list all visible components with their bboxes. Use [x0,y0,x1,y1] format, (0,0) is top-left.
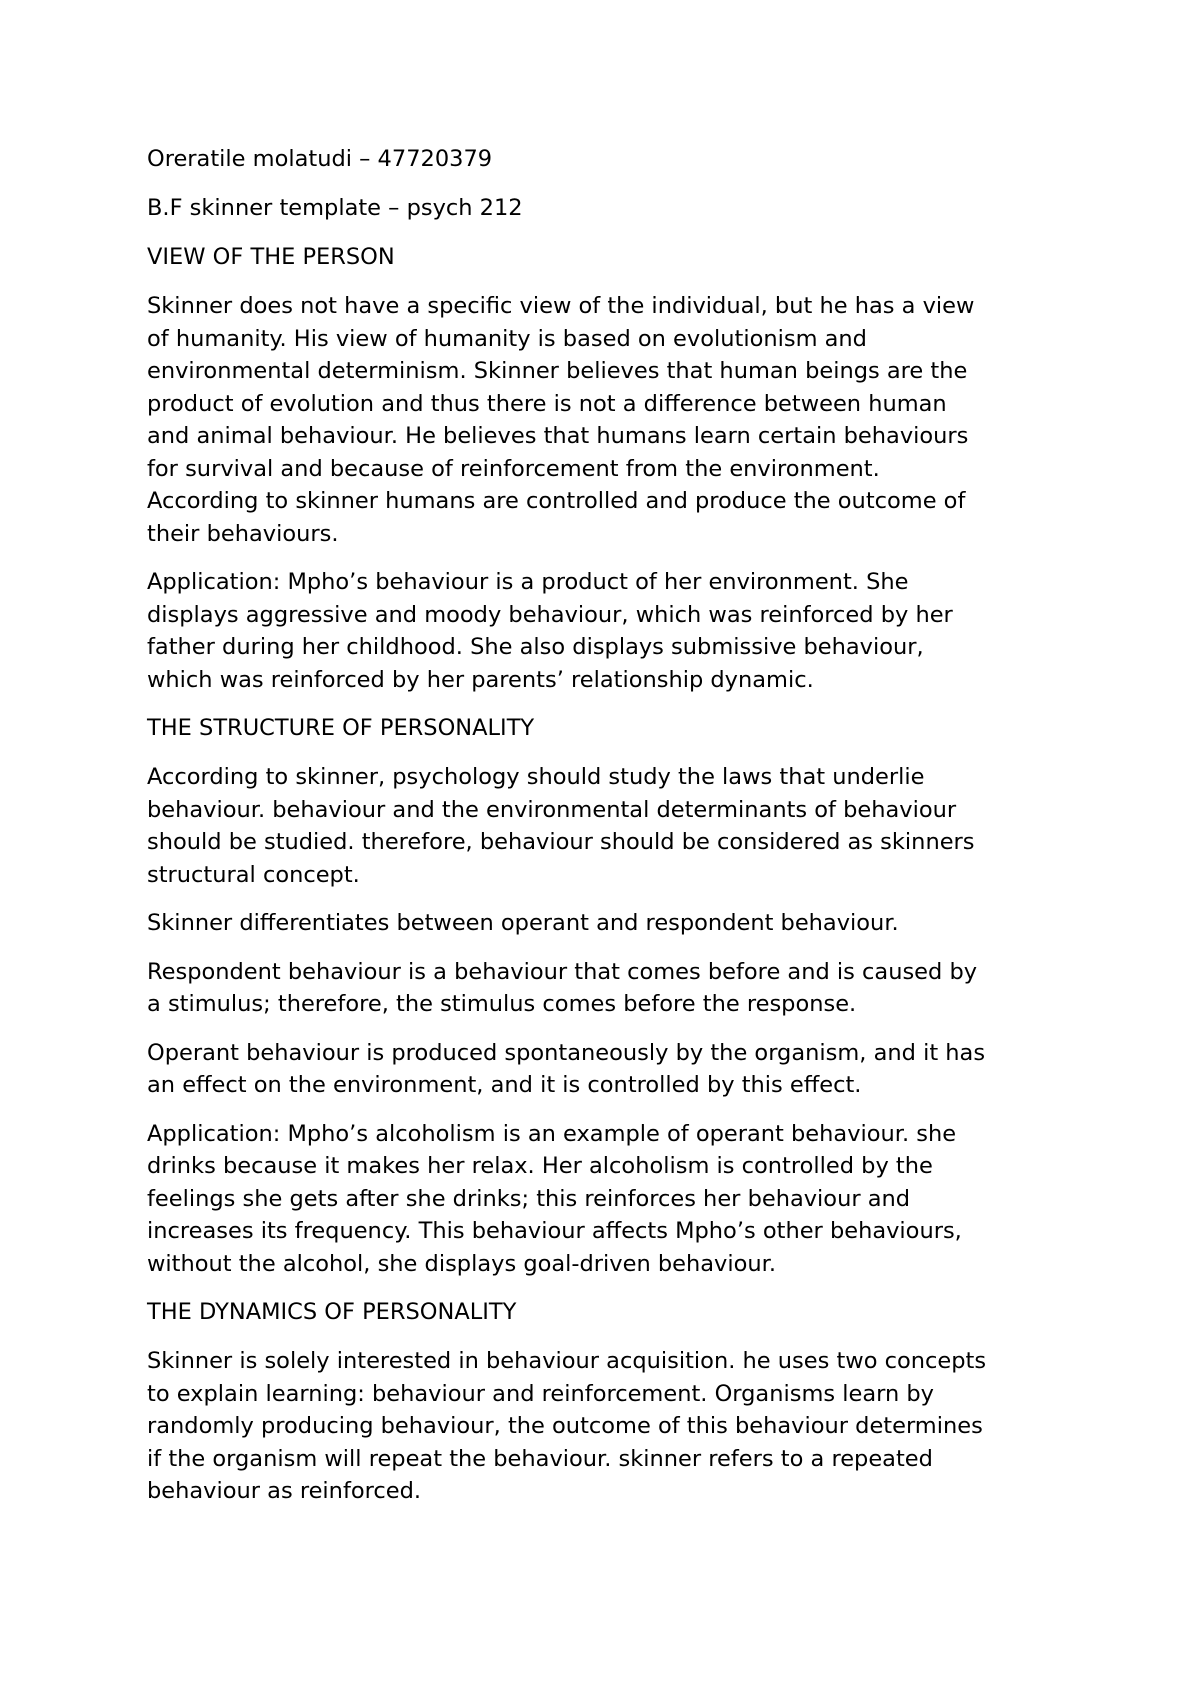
paragraph-line: their behaviours. [147,520,339,547]
paragraph-line: environmental determinism. Skinner believes that human beings are the [147,358,968,384]
paragraph-line: displays aggressive and moody behaviour, which was reinforced by her [147,601,953,628]
paragraph-line: Skinner is solely interested in behaviour acquisition. he uses two concepts [147,1348,987,1374]
paragraph-line: for survival and because of reinforcement from the environment. [147,455,880,482]
paragraph-line: randomly producing behaviour, the outcome of this behaviour determines [147,1413,983,1439]
body-paragraph [147,1037,1067,1102]
body-paragraph [147,566,1067,696]
section-heading: VIEW OF THE PERSON [147,244,395,270]
paragraph-line: product of evolution and thus there is not a difference between human [147,390,947,417]
paragraph-line: drinks because it makes her relax. Her alcoholism is controlled by the [147,1153,933,1179]
paragraph-line: a stimulus; therefore, the stimulus comes before the response. [147,991,857,1017]
paragraph-line: Skinner differentiates between operant and respondent behaviour. [147,910,899,936]
paragraph-line: and animal behaviour. He believes that humans learn certain behaviours [147,423,969,449]
body-paragraph [147,956,1067,1021]
paragraph-line: Application: Mpho’s alcoholism is an example of operant behaviour. she [147,1120,957,1147]
paragraph-line: to explain learning: behaviour and reinforcement. Organisms learn by [147,1380,934,1407]
template-line: B.F skinner template – psych 212 [147,195,523,221]
paragraph-line: According to skinner, psychology should study the laws that underlie [147,764,925,790]
body-paragraph [147,290,1067,550]
section-heading: THE STRUCTURE OF PERSONALITY [147,715,535,741]
author-line: Oreratile molatudi – 47720379 [147,146,493,172]
paragraph-line: father during her childhood. She also displays submissive behaviour, [147,634,924,660]
body-paragraph [147,1345,1067,1508]
paragraph-line: if the organism will repeat the behaviour. skinner refers to a repeated [147,1445,933,1472]
paragraph-line: increases its frequency. This behaviour affects Mpho’s other behaviours, [147,1218,962,1244]
paragraph-line: of humanity. His view of humanity is based on evolutionism and [147,325,867,352]
body-paragraph [147,1118,1067,1281]
body-paragraph [147,907,1067,940]
paragraph-line: According to skinner humans are controlled and produce the outcome of [147,488,966,514]
paragraph-line: which was reinforced by her parents’ relationship dynamic. [147,666,814,693]
document-sections [147,241,1067,1524]
paragraph-line: behaviour. behaviour and the environmental determinants of behaviour [147,796,957,823]
paragraph-line: should be studied. therefore, behaviour should be considered as skinners [147,829,975,855]
paragraph-line: behaviour as reinforced. [147,1478,422,1504]
document-body [147,143,1067,1524]
paragraph-line: an effect on the environment, and it is controlled by this effect. [147,1072,862,1098]
paragraph-line: Operant behaviour is produced spontaneously by the organism, and it has [147,1039,986,1066]
paragraph-line: without the alcohol, she displays goal-driven behaviour. [147,1250,776,1277]
body-paragraph [147,761,1067,891]
paragraph-line: Skinner does not have a specific view of the individual, but he has a view [147,293,975,319]
paragraph-line: feelings she gets after she drinks; this reinforces her behaviour and [147,1185,911,1212]
paragraph-line: Respondent behaviour is a behaviour that comes before and is caused by [147,958,978,985]
paragraph-line: Application: Mpho’s behaviour is a product of her environment. She [147,569,909,595]
section-heading: THE DYNAMICS OF PERSONALITY [147,1299,517,1325]
paragraph-line: structural concept. [147,861,360,888]
